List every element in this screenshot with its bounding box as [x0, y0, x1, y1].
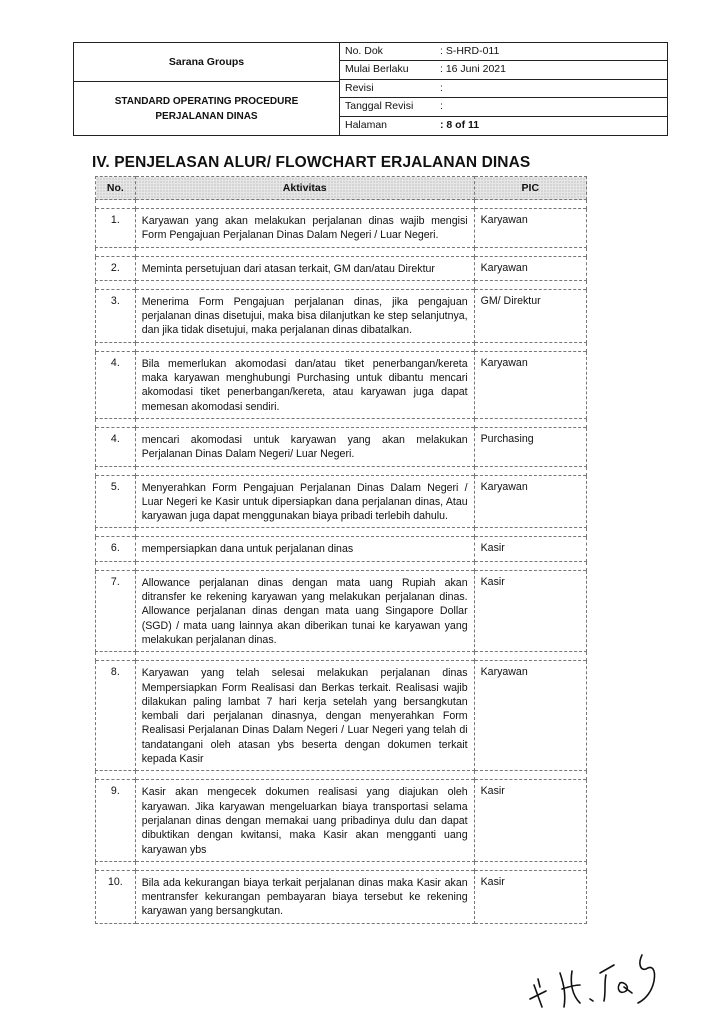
step-number: 4. — [110, 356, 120, 369]
pic-text: Purchasing — [480, 432, 534, 445]
row-spacer — [96, 466, 587, 475]
section-title: IV. PENJELASAN ALUR/ FLOWCHART ERJALANAN DINAS — [92, 154, 531, 171]
meta-value: : S-HRD-011 — [440, 45, 500, 57]
row-spacer — [96, 652, 587, 661]
cell-activity — [135, 427, 474, 466]
cell-no — [96, 256, 136, 280]
row-spacer — [96, 200, 587, 209]
activity-text: Bila memerlukan akomodasi dan/atau tiket penerbangan/kereta maka karyawan menghubungi Purchasing untuk dibantu mencari akomodasi tiket penerbangan/kereta, atau karyawan juga dapat memesan akomodasi sendiri. — [141, 357, 468, 413]
row-spacer — [96, 247, 587, 256]
column-header-pic: PIC — [474, 177, 586, 200]
spacer-cell — [474, 861, 586, 870]
spacer-cell — [96, 528, 136, 537]
cell-activity — [135, 570, 474, 651]
cell-pic — [474, 475, 586, 528]
activity-text: mempersiapkan dana untuk perjalanan dinas — [141, 543, 354, 556]
step-number: 8. — [110, 666, 120, 679]
pic-text: Karyawan — [480, 480, 528, 493]
pic-text: Kasir — [480, 875, 505, 888]
cell-pic — [474, 661, 586, 771]
activity-text: Menerima Form Pengajuan perjalanan dinas, jika pengajuan perjalanan dinas disetujui, maka bisa dilanjutkan ke step selanjutnya, dan jika tidak disetujui, maka perjalanan dinas dibatalkan. — [141, 295, 468, 337]
meta-label: Halaman — [345, 118, 388, 131]
cell-no — [96, 289, 136, 342]
pic-text: Karyawan — [480, 356, 528, 369]
table-row — [96, 351, 587, 418]
table-row — [96, 289, 587, 342]
table-row — [96, 780, 587, 861]
pic-text: Karyawan — [480, 666, 528, 679]
spacer-cell — [474, 418, 586, 427]
meta-label: Revisi — [345, 81, 374, 94]
activity-text: Allowance perjalanan dinas dengan mata uang Rupiah akan ditransfer ke rekening karyawan yang melakukan perjalanan dinas. Allowance perjalanan dinas dengan mata uang Singapore Dollar (SGD) / mata uang lainnya akan diberikan tunai ke karyawan yang melakukan perjalanan dinas. — [141, 576, 468, 646]
table-header-row — [96, 177, 587, 200]
spacer-cell — [474, 771, 586, 780]
cell-activity — [135, 475, 474, 528]
header-left-column — [74, 43, 340, 135]
spacer-cell — [96, 466, 136, 475]
activity-text: Karyawan yang akan melakukan perjalanan dinas wajib mengisi Form Pengajuan Perjalanan Dinas Dalam Negeri / Luar Negeri. — [141, 215, 468, 242]
pic-text: Kasir — [480, 785, 505, 798]
spacer-cell — [135, 342, 474, 351]
spacer-cell — [135, 561, 474, 570]
spacer-cell — [135, 200, 474, 209]
spacer-cell — [135, 280, 474, 289]
cell-activity — [135, 289, 474, 342]
table-row — [96, 209, 587, 248]
cell-pic — [474, 209, 586, 248]
spacer-cell — [96, 771, 136, 780]
meta-value: : — [440, 100, 443, 113]
activity-text: Kasir akan mengecek dokumen realisasi yang diajukan oleh karyawan. Jika karyawan mengeluarkan biaya transportasi selama perjalanan dinas dengan memakai uang pribadinya dulu dan dapat dibuktikan dengan kwitansi, maka Kasir akan mengganti uang karyawan ybs — [141, 786, 468, 856]
column-header-activity: Aktivitas — [135, 177, 474, 200]
spacer-cell — [135, 466, 474, 475]
cell-pic — [474, 351, 586, 418]
header-meta-fields — [340, 43, 667, 135]
table-row — [96, 570, 587, 651]
activity-text: Meminta persetujuan dari atasan terkait, GM dan/atau Direktur — [141, 262, 435, 275]
table-body — [96, 200, 587, 924]
row-spacer — [96, 528, 587, 537]
spacer-cell — [474, 247, 586, 256]
row-spacer — [96, 280, 587, 289]
cell-no — [96, 570, 136, 651]
pic-text: Kasir — [480, 575, 505, 588]
activity-text: Bila ada kekurangan biaya terkait perjalanan dinas maka Kasir akan mentransfer kekurangan pembayaran biaya tersebut ke rekening karyawan yang bersangkutan. — [141, 876, 468, 918]
meta-row-doc-number — [340, 43, 667, 61]
pic-text: Kasir — [480, 542, 505, 555]
activity-text: mencari akomodasi untuk karyawan yang akan melakukan Perjalanan Dinas Dalam Negeri/ Luar Negeri. — [141, 433, 468, 461]
meta-label: Mulai Berlaku — [345, 63, 409, 76]
table-row — [96, 475, 587, 528]
table-row — [96, 427, 587, 466]
cell-activity — [135, 780, 474, 861]
meta-label: No. Dok — [345, 45, 383, 57]
step-number: 5. — [110, 480, 120, 493]
spacer-cell — [96, 342, 136, 351]
cell-pic — [474, 537, 586, 561]
spacer-cell — [96, 418, 136, 427]
spacer-cell — [474, 652, 586, 661]
column-header-no: No. — [96, 177, 136, 200]
cell-no — [96, 475, 136, 528]
cell-activity — [135, 351, 474, 418]
activity-text: Menyerahkan Form Pengajuan Perjalanan Dinas Dalam Negeri / Luar Negeri ke Kasir untuk dipersiapkan dana perjalanan dinas, Atau karyawan juga dapat menggunakan biaya pribadi terlebih dahulu. — [141, 481, 468, 523]
step-number: 1. — [110, 214, 120, 226]
meta-row-page — [340, 117, 667, 135]
row-spacer — [96, 771, 587, 780]
cell-no — [96, 537, 136, 561]
table-row — [96, 870, 587, 923]
cell-activity — [135, 537, 474, 561]
spacer-cell — [474, 342, 586, 351]
spacer-cell — [96, 247, 136, 256]
table-row — [96, 661, 587, 771]
document-header — [73, 42, 668, 136]
cell-pic — [474, 289, 586, 342]
spacer-cell — [96, 652, 136, 661]
cell-no — [96, 780, 136, 861]
meta-row-revision-date — [340, 98, 667, 116]
spacer-cell — [135, 861, 474, 870]
step-number: 7. — [110, 575, 120, 588]
cell-pic — [474, 427, 586, 466]
cell-no — [96, 209, 136, 248]
handwritten-signature — [520, 925, 670, 1015]
meta-value: : 8 of 11 — [440, 118, 480, 131]
spacer-cell — [474, 466, 586, 475]
spacer-cell — [474, 280, 586, 289]
activity-text: Karyawan yang telah selesai melakukan perjalanan dinas Mempersiapkan Form Realisasi dan Berkas terkait. Realisasi wajib dilakukan paling lambat 7 hari kerja setelah yang bersangkutan kembali dari perjalanan dinasnya, dengan menyerahkan Form Realisasi Perjalanan Dinas Dalam Negeri / Luar Negeri yang telah di tandatangani oleh atasan ybs beserta dengan dokumen terkait kepada Kasir — [141, 667, 468, 766]
cell-pic — [474, 570, 586, 651]
step-number: 9. — [110, 785, 120, 798]
row-spacer — [96, 561, 587, 570]
cell-activity — [135, 256, 474, 280]
cell-pic — [474, 780, 586, 861]
pic-text: Karyawan — [480, 261, 528, 274]
spacer-cell — [96, 200, 136, 209]
spacer-cell — [96, 861, 136, 870]
step-number: 4. — [110, 432, 120, 445]
table-row — [96, 537, 587, 561]
step-number: 10. — [107, 875, 123, 888]
meta-row-effective-date — [340, 61, 667, 79]
step-number: 6. — [110, 542, 120, 555]
step-number: 2. — [110, 261, 120, 274]
table-row — [96, 256, 587, 280]
spacer-cell — [96, 561, 136, 570]
cell-no — [96, 351, 136, 418]
cell-activity — [135, 209, 474, 248]
document-title — [74, 82, 339, 135]
pic-text: Karyawan — [480, 214, 528, 226]
meta-label: Tanggal Revisi — [345, 100, 414, 113]
document-title-line2: PERJALANAN DINAS — [155, 110, 258, 122]
spacer-cell — [474, 561, 586, 570]
document-title-line1: STANDARD OPERATING PROCEDURE — [114, 95, 299, 107]
spacer-cell — [135, 247, 474, 256]
company-name: Sarana Groups — [74, 43, 339, 82]
cell-pic — [474, 256, 586, 280]
cell-no — [96, 427, 136, 466]
cell-activity — [135, 870, 474, 923]
spacer-cell — [96, 280, 136, 289]
procedure-table — [95, 176, 587, 924]
cell-no — [96, 870, 136, 923]
spacer-cell — [135, 652, 474, 661]
row-spacer — [96, 342, 587, 351]
spacer-cell — [135, 771, 474, 780]
step-number: 3. — [110, 294, 120, 307]
meta-value: : 16 Juni 2021 — [440, 63, 506, 76]
row-spacer — [96, 418, 587, 427]
cell-pic — [474, 870, 586, 923]
meta-row-revision — [340, 80, 667, 98]
meta-value: : — [440, 81, 443, 94]
spacer-cell — [135, 528, 474, 537]
cell-no — [96, 661, 136, 771]
pic-text: GM/ Direktur — [480, 294, 541, 307]
spacer-cell — [474, 528, 586, 537]
row-spacer — [96, 861, 587, 870]
spacer-cell — [474, 200, 586, 209]
spacer-cell — [135, 418, 474, 427]
cell-activity — [135, 661, 474, 771]
